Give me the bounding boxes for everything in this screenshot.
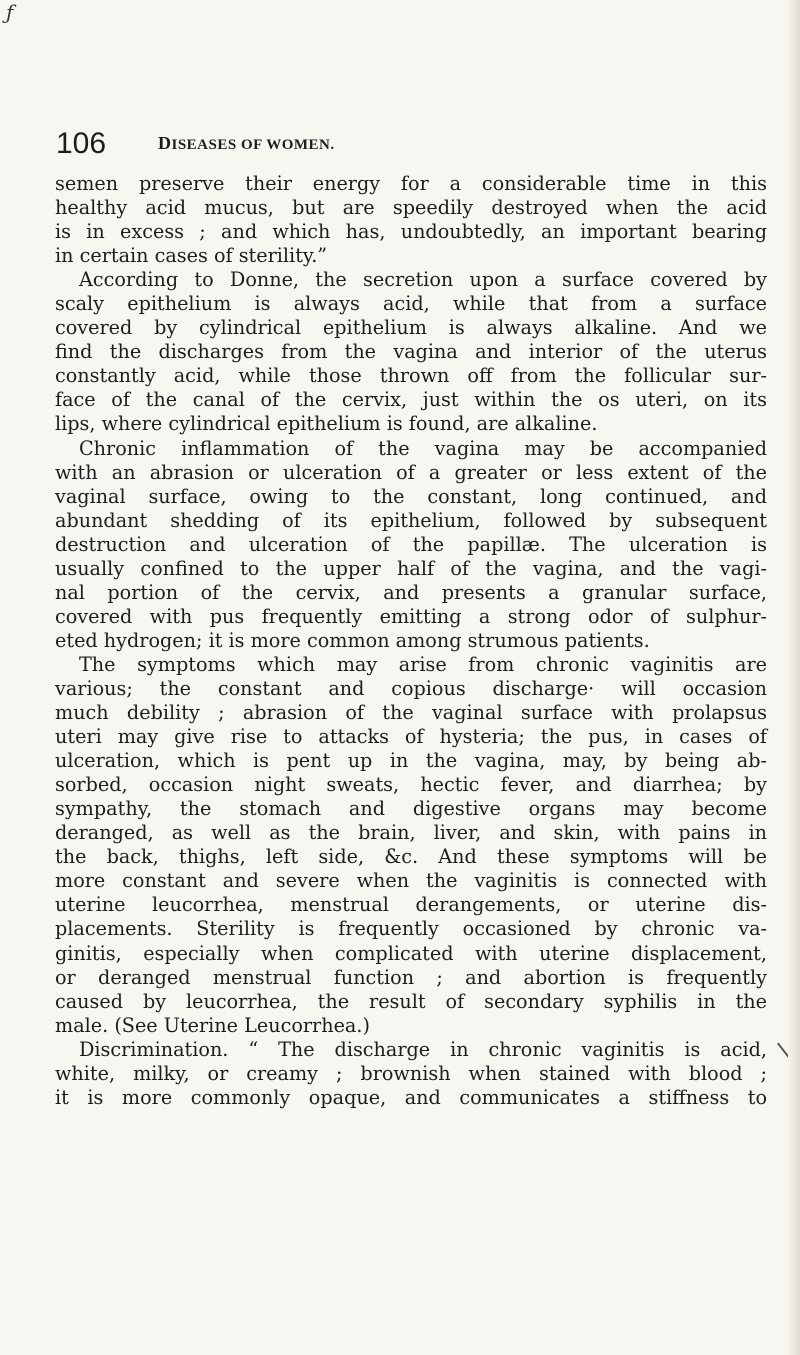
text-line: placements. Sterility is frequently occasioned by chronic va- <box>55 917 767 941</box>
text-line: the back, thighs, left side, &c. And these symptoms will be <box>55 845 767 869</box>
text-line: lips, where cylindrical epithelium is found, are alkaline. <box>55 412 598 436</box>
text-line: covered by cylindrical epithelium is always alkaline. And we <box>55 316 767 340</box>
text-line: According to Donne, the secretion upon a surface covered by <box>79 268 767 292</box>
running-head-rest: ISEASES OF WOMEN. <box>171 137 335 153</box>
text-line: Discrimination. “ The discharge in chronic vaginitis is acid, <box>79 1037 767 1061</box>
text-line: eted hydrogen; it is more common among strumous patients. <box>55 628 650 652</box>
margin-mark: ƒ <box>6 0 14 24</box>
text-line: usually confined to the upper half of the vagina, and the vagi- <box>55 556 767 580</box>
text-line: with an abrasion or ulceration of a greater or less extent of the <box>55 460 767 484</box>
text-line: destruction and ulceration of the papillæ. The ulceration is <box>55 532 767 556</box>
text-line: ginitis, especially when complicated with uterine displacement, <box>55 941 767 965</box>
running-head-initial: D <box>158 133 172 153</box>
text-line: ulceration, which is pent up in the vagina, may, by being ab- <box>55 749 767 773</box>
text-line: it is more commonly opaque, and communicates a stiffness to <box>55 1085 767 1109</box>
text-line: face of the canal of the cervix, just within the os uteri, on its <box>55 388 767 412</box>
text-line: covered with pus frequently emitting a strong odor of sulphur- <box>55 604 767 628</box>
text-line: much debility ; abrasion of the vaginal surface with prolapsus <box>55 701 767 725</box>
page-number: 106 <box>56 127 107 160</box>
text-line: nal portion of the cervix, and presents a granular surface, <box>55 580 767 604</box>
text-line: sympathy, the stomach and digestive organs may become <box>55 797 767 821</box>
text-line: various; the constant and copious discharge· will occasion <box>55 676 767 700</box>
text-line: vaginal surface, owing to the constant, long continued, and <box>55 484 767 508</box>
text-line: deranged, as well as the brain, liver, and skin, with pains in <box>55 821 767 845</box>
text-line: more constant and severe when the vaginitis is connected with <box>55 869 767 893</box>
text-line: The symptoms which may arise from chronic vaginitis are <box>79 652 767 676</box>
text-line: abundant shedding of its epithelium, followed by subsequent <box>55 508 767 532</box>
body-text <box>55 172 767 1110</box>
running-head <box>158 133 335 154</box>
text-line: in certain cases of sterility.” <box>55 244 328 268</box>
text-line: uteri may give rise to attacks of hysteria; the pus, in cases of <box>55 725 767 749</box>
text-line: caused by leucorrhea, the result of secondary syphilis in the <box>55 989 767 1013</box>
text-line: male. (See Uterine Leucorrhea.) <box>55 1013 370 1037</box>
text-line: find the discharges from the vagina and interior of the uterus <box>55 340 767 364</box>
text-line: constantly acid, while those thrown off from the follicular sur- <box>55 364 767 388</box>
text-line: white, milky, or creamy ; brownish when stained with blood ; <box>55 1061 767 1085</box>
page-edge <box>788 0 800 1355</box>
text-line: Chronic inflammation of the vagina may be accompanied <box>79 436 767 460</box>
text-line: uterine leucorrhea, menstrual derangements, or uterine dis- <box>55 893 767 917</box>
text-line: or deranged menstrual function ; and abortion is frequently <box>55 965 767 989</box>
text-line: scaly epithelium is always acid, while that from a surface <box>55 292 767 316</box>
page-header <box>0 124 800 164</box>
text-line: sorbed, occasion night sweats, hectic fever, and diarrhea; by <box>55 773 767 797</box>
text-line: is in excess ; and which has, undoubtedly, an important bearing <box>55 220 767 244</box>
text-line: healthy acid mucus, but are speedily destroyed when the acid <box>55 196 767 220</box>
text-line: semen preserve their energy for a considerable time in this <box>55 172 767 195</box>
